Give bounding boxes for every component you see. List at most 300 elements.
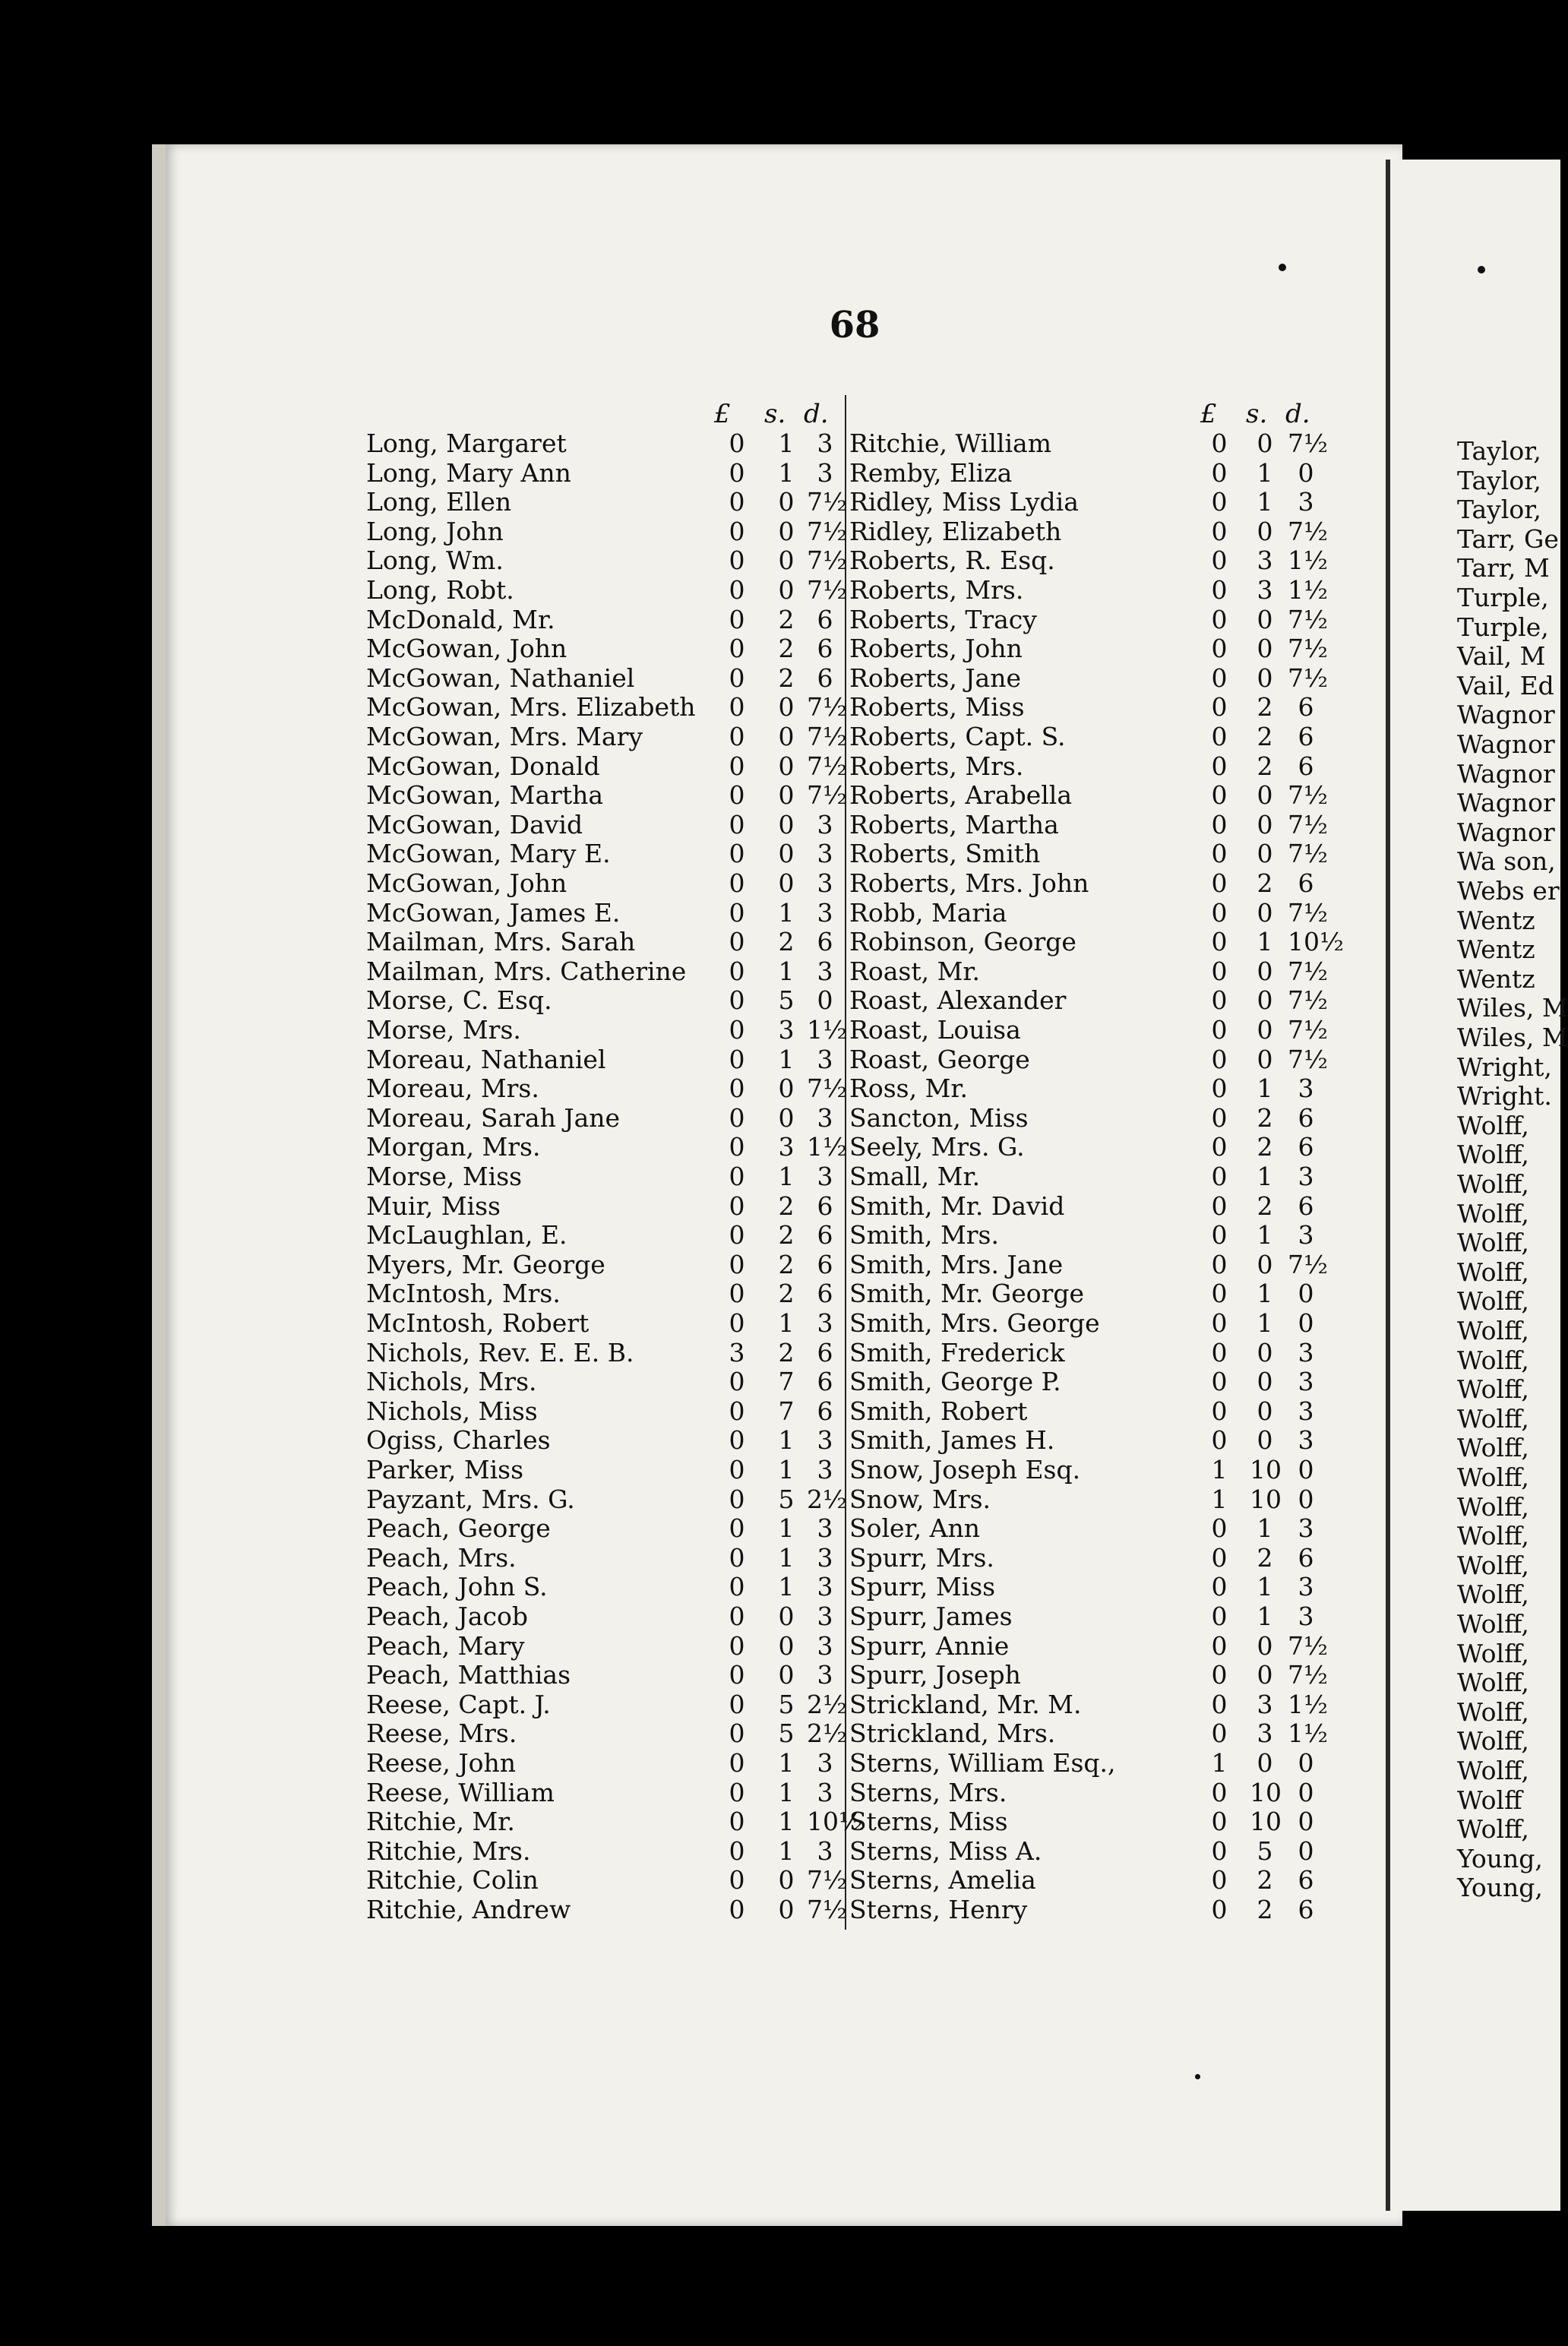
header-s: s. [1246,399,1268,429]
entry-pounds: 0 [729,839,745,869]
entry-shillings: 5 [778,1718,795,1749]
entry-pence: 7½ [1288,1249,1328,1279]
entry-shillings: 1 [778,1162,795,1191]
entry-pounds: 0 [1211,1073,1228,1104]
entry-pounds: 0 [729,662,745,693]
next-page-entry: Wolff, [1457,1814,1529,1845]
list-item [849,1485,1333,1514]
entry-name: Sterns, Henry [849,1895,1028,1924]
entry-pounds: 0 [1211,1308,1228,1338]
entry-pence: 6 [817,604,833,634]
list-item [366,1162,852,1191]
entry-pounds: 0 [1211,868,1228,898]
entry-pence: 3 [817,1162,833,1191]
entry-name: Peach, George [366,1513,551,1544]
entry-name: Reese, John [366,1748,516,1778]
list-item [849,1367,1333,1396]
entry-pounds: 0 [1211,1367,1228,1397]
entry-shillings: 1 [778,1425,795,1456]
entry-pence: 1½ [1288,1718,1328,1749]
entry-pence: 3 [817,1513,833,1544]
entry-pence: 3 [817,1044,833,1074]
entry-name: Smith, Mrs. Jane [849,1249,1064,1279]
entry-name: Roberts, Mrs. [849,751,1024,781]
entry-name: McGowan, David [366,809,583,839]
entry-name: Roast, George [849,1044,1030,1074]
entry-pounds: 0 [729,604,745,634]
next-page-entry: Wolff, [1457,1550,1529,1580]
entry-pence: 6 [1298,1542,1314,1573]
entry-name: Ritchie, William [849,428,1051,458]
next-page-entry: Taylor, [1457,495,1541,525]
entry-shillings: 0 [778,780,795,811]
entry-pence: 3 [1298,1337,1314,1367]
entry-pence: 6 [1298,1190,1314,1221]
entry-shillings: 2 [1257,868,1273,898]
entry-name: Long, Mary Ann [366,457,571,488]
entry-shillings: 1 [778,1807,795,1837]
next-page-entry: Wagnor [1457,817,1555,847]
entry-pounds: 0 [1211,839,1228,869]
list-item [849,1544,1333,1573]
list-item [849,1602,1333,1631]
entry-pence: 6 [817,927,833,957]
next-page-entry: Vail, M [1457,641,1546,672]
entry-pence: 6 [1298,722,1314,751]
entry-name: Reese, Capt. J. [366,1689,551,1719]
entry-shillings: 1 [1257,487,1273,517]
entry-pence: 3 [817,428,833,458]
list-item [849,1456,1333,1484]
header-s: s. [764,399,786,429]
entry-pounds: 0 [729,1102,745,1133]
entry-pounds: 0 [1211,1220,1228,1250]
entry-shillings: 3 [778,1015,795,1045]
ink-dot [1478,266,1485,273]
entry-name: Mailman, Mrs. Catherine [366,956,687,986]
next-page-entry: Wolff, [1457,1726,1529,1756]
entry-pounds: 0 [1211,1660,1228,1690]
list-item [849,459,1333,488]
entry-pounds: 0 [729,1689,745,1719]
entry-shillings: 3 [1257,545,1273,576]
entry-pence: 1½ [807,1015,847,1045]
ink-dot [1195,2074,1200,2079]
list-item [366,1749,852,1778]
entry-name: Roberts, Arabella [849,780,1073,811]
list-item [366,811,852,839]
entry-pence: 6 [1298,1132,1314,1162]
entry-pence: 0 [1298,1748,1314,1778]
entry-pence: 3 [817,897,833,928]
entry-name: Sterns, Miss [849,1807,1008,1837]
entry-shillings: 5 [778,985,795,1016]
next-page-entry: Wagnor [1457,729,1555,759]
entry-pounds: 0 [1211,575,1228,605]
entry-pence: 7½ [1288,428,1328,458]
entry-shillings: 0 [1257,1337,1273,1367]
list-item [366,1279,852,1308]
entry-pounds: 0 [1211,985,1228,1016]
entry-pounds: 0 [1211,1895,1228,1924]
entry-pounds: 0 [729,1542,745,1573]
entry-name: Nichols, Miss [366,1396,538,1426]
next-page-entry: Wolff, [1457,1462,1529,1492]
entry-shillings: 0 [1257,839,1273,869]
list-item [849,1250,1333,1279]
entry-pence: 7½ [1288,809,1328,839]
list-item [366,1104,852,1133]
entry-shillings: 1 [778,1748,795,1778]
entry-pounds: 0 [1211,780,1228,811]
entry-pence: 7½ [1288,1660,1328,1690]
list-item [366,1221,852,1250]
list-item [849,576,1333,605]
next-page-entry: Vail, Ed [1457,670,1554,700]
list-item [366,752,852,781]
entry-pounds: 0 [1211,897,1228,928]
entry-name: Roberts, Mrs. John [849,868,1089,898]
entry-name: Nichols, Rev. E. E. B. [366,1337,634,1367]
next-page-entry: Wagnor [1457,788,1555,818]
entry-pence: 2½ [807,1484,847,1514]
list-item [849,869,1333,898]
list-item [366,1074,852,1103]
entry-shillings: 0 [778,1102,795,1133]
list-item [849,839,1333,868]
entry-pounds: 0 [1211,1190,1228,1221]
list-item [849,986,1333,1015]
entry-pence: 3 [817,839,833,869]
entry-pence: 6 [817,1396,833,1426]
entry-name: McGowan, John [366,868,567,898]
entry-shillings: 0 [778,692,795,722]
entry-pence: 3 [1298,1162,1314,1191]
entry-shillings: 5 [778,1484,795,1514]
entry-shillings: 2 [1257,751,1273,781]
entry-shillings: 0 [1257,1015,1273,1045]
entry-name: Roberts, Tracy [849,604,1037,634]
entry-pence: 3 [1298,1513,1314,1544]
next-page-entry: Wolff, [1457,1228,1529,1258]
list-item [366,1661,852,1690]
entry-pounds: 0 [729,927,745,957]
entry-pence: 7½ [1288,839,1328,869]
entry-shillings: 5 [1257,1835,1273,1866]
entry-pence: 7½ [1288,897,1328,928]
entry-name: Ritchie, Mr. [366,1807,515,1837]
entry-name: McGowan, Nathaniel [366,662,635,693]
entry-pounds: 0 [729,1073,745,1104]
entry-pence: 7½ [807,780,847,811]
list-item [849,1514,1333,1543]
next-page-entry: Wolff, [1457,1756,1529,1785]
entry-shillings: 0 [778,868,795,898]
list-item [366,1632,852,1661]
next-page-entry: Wolff, [1457,1286,1529,1317]
entry-shillings: 2 [1257,1190,1273,1221]
entry-pounds: 0 [1211,1132,1228,1162]
next-page-entry: Turple, [1457,612,1549,642]
list-item [366,1514,852,1543]
entry-pounds: 0 [729,1396,745,1426]
entry-pounds: 0 [729,1660,745,1690]
entry-name: Myers, Mr. George [366,1249,605,1279]
list-item [366,576,852,605]
list-item [849,1661,1333,1690]
entry-pounds: 0 [1211,545,1228,576]
entry-pence: 7½ [807,575,847,605]
entry-shillings: 1 [778,1572,795,1602]
entry-pence: 7½ [807,545,847,576]
entry-shillings: 0 [778,1865,795,1895]
entry-pounds: 0 [1211,1162,1228,1191]
entry-pounds: 0 [729,457,745,488]
entry-name: Sancton, Miss [849,1102,1029,1133]
entry-shillings: 0 [1257,985,1273,1016]
entry-pounds: 0 [729,1279,745,1309]
entry-shillings: 0 [1257,516,1273,546]
entry-name: Roberts, Miss [849,692,1025,722]
entry-pence: 0 [1298,1308,1314,1338]
entry-shillings: 0 [778,809,795,839]
entry-pence: 7½ [1288,1015,1328,1045]
next-page-entry: Wolff, [1457,1345,1529,1375]
entry-shillings: 3 [1257,1718,1273,1749]
next-page-entry: Wolff, [1457,1579,1529,1610]
next-page-entry: Wa son, [1457,846,1556,877]
list-item [849,1807,1333,1836]
entry-name: McGowan, James E. [366,897,621,928]
entry-pounds: 0 [729,1718,745,1749]
entry-name: Smith, Mr. George [849,1279,1085,1309]
list-item [366,957,852,986]
next-page-entry: Young, [1457,1843,1543,1873]
list-item [366,429,852,458]
entry-shillings: 2 [1257,722,1273,751]
entry-pence: 10½ [807,1807,863,1837]
entry-shillings: 0 [778,1660,795,1690]
next-page-entry: Webs er [1457,876,1560,906]
entry-shillings: 0 [1257,1748,1273,1778]
entry-shillings: 2 [778,1279,795,1309]
entry-name: Ritchie, Colin [366,1865,539,1895]
list-item [849,1837,1333,1866]
entry-pence: 3 [817,1308,833,1338]
entry-pounds: 1 [1211,1455,1228,1484]
entry-name: Moreau, Mrs. [366,1073,539,1104]
entry-pounds: 0 [1211,1279,1228,1309]
list-item [849,1133,1333,1162]
entry-shillings: 1 [778,1513,795,1544]
entry-pence: 3 [817,1777,833,1807]
entry-pounds: 0 [729,1162,745,1191]
list-item [366,488,852,517]
entry-shillings: 2 [1257,1542,1273,1573]
entry-name: Moreau, Sarah Jane [366,1102,621,1133]
entry-shillings: 7 [778,1367,795,1397]
list-item [366,1690,852,1719]
entry-shillings: 2 [778,662,795,693]
entry-pence: 3 [817,956,833,986]
entry-pounds: 0 [729,722,745,751]
entry-name: McIntosh, Robert [366,1308,590,1338]
header-l: £ [1200,399,1217,429]
entry-shillings: 1 [778,1455,795,1484]
entry-name: Smith, Mr. David [849,1190,1065,1221]
entry-name: Smith, Mrs. [849,1220,999,1250]
entry-pounds: 0 [1211,1425,1228,1456]
entry-name: Morgan, Mrs. [366,1132,541,1162]
entry-pence: 3 [1298,1572,1314,1602]
entry-pence: 7½ [1288,1044,1328,1074]
list-item [849,1104,1333,1133]
list-item [366,1397,852,1426]
entry-pence: 6 [817,1249,833,1279]
entry-pence: 7½ [1288,634,1328,664]
entry-pence: 0 [1298,1777,1314,1807]
list-item [366,1309,852,1338]
next-page-entry: Wolff, [1457,1638,1529,1668]
next-page-entry: Wolff, [1457,1140,1529,1170]
next-page-entry: Wolff, [1457,1696,1529,1727]
entry-name: Spurr, James [849,1601,1013,1631]
entry-name: Long, Robt. [366,575,514,605]
entry-shillings: 10 [1250,1807,1282,1837]
entry-pence: 0 [1298,457,1314,488]
entry-name: Spurr, Annie [849,1630,1010,1661]
entry-pounds: 0 [1211,751,1228,781]
list-item [366,546,852,575]
list-item [366,1045,852,1074]
entry-pounds: 0 [1211,1249,1228,1279]
list-item [849,664,1333,693]
header-d: d. [1285,399,1310,429]
entry-shillings: 2 [778,1190,795,1221]
entry-pounds: 0 [729,428,745,458]
entry-pence: 7½ [1288,604,1328,634]
list-item [366,1837,852,1866]
entry-shillings: 1 [1257,1308,1273,1338]
entry-shillings: 2 [778,1249,795,1279]
entry-name: Moreau, Nathaniel [366,1044,606,1074]
entry-pounds: 0 [729,1484,745,1514]
entry-pounds: 0 [1211,1777,1228,1807]
next-page-entry: Wolff, [1457,1433,1529,1463]
entry-shillings: 10 [1250,1455,1282,1484]
entry-pounds: 0 [1211,1542,1228,1573]
entry-name: Roberts, Smith [849,839,1041,869]
entry-name: Peach, Matthias [366,1660,571,1690]
entry-name: Snow, Mrs. [849,1484,991,1514]
entry-name: Morse, Miss [366,1162,523,1191]
list-item [849,1895,1333,1924]
entry-pence: 6 [817,662,833,693]
entry-pounds: 1 [1211,1484,1228,1514]
entry-name: Strickland, Mr. M. [849,1689,1082,1719]
entry-pence: 7½ [807,751,847,781]
entry-pence: 3 [817,1660,833,1690]
entry-shillings: 1 [778,1542,795,1573]
entry-pence: 6 [1298,1865,1314,1895]
entry-pence: 2½ [807,1689,847,1719]
entry-pence: 6 [1298,751,1314,781]
entry-pounds: 0 [729,1015,745,1045]
next-page-entry: Wolff, [1457,1316,1529,1345]
list-item [849,1045,1333,1074]
entry-pounds: 0 [1211,1015,1228,1045]
entry-name: Roast, Alexander [849,985,1067,1016]
entry-pence: 3 [817,1835,833,1866]
entry-pounds: 0 [729,487,745,517]
next-page-entry: Turple, [1457,583,1549,612]
entry-name: Small, Mr. [849,1162,981,1191]
next-page-entry: Wentz [1457,905,1535,935]
entry-pence: 6 [1298,1102,1314,1133]
entry-name: Robb, Maria [849,897,1007,928]
entry-shillings: 0 [1257,780,1273,811]
entry-name: Roberts, R. Esq. [849,545,1055,576]
list-item [849,517,1333,546]
entry-name: Spurr, Mrs. [849,1542,994,1573]
entry-shillings: 0 [1257,1249,1273,1279]
entry-shillings: 2 [778,927,795,957]
entry-pounds: 0 [729,780,745,811]
entry-shillings: 1 [778,897,795,928]
entry-shillings: 1 [1257,1279,1273,1309]
list-item [849,1309,1333,1338]
entry-pounds: 0 [1211,1396,1228,1426]
entry-name: Roberts, John [849,634,1023,664]
entry-shillings: 0 [778,1601,795,1631]
list-item [366,1895,852,1924]
entry-name: Long, Margaret [366,428,567,458]
entry-pounds: 0 [729,1572,745,1602]
list-item [849,899,1333,928]
entry-name: Long, John [366,516,504,546]
list-item [849,693,1333,722]
entry-pence: 7½ [807,516,847,546]
next-page-entry: Wolff, [1457,1374,1529,1405]
list-item [849,429,1333,458]
entry-name: Roberts, Jane [849,662,1022,693]
entry-pounds: 0 [729,1308,745,1338]
entry-shillings: 10 [1250,1484,1282,1514]
entry-pence: 7½ [807,722,847,751]
entry-pounds: 0 [729,1807,745,1837]
entry-pence: 6 [817,1337,833,1367]
entry-name: Sterns, William Esq., [849,1748,1116,1778]
entry-shillings: 0 [1257,662,1273,693]
entry-pence: 1½ [1288,1689,1328,1719]
entry-name: Muir, Miss [366,1190,501,1221]
entry-shillings: 0 [1257,897,1273,928]
next-page-entry: Wright. [1457,1081,1552,1111]
list-item [366,1573,852,1601]
entry-shillings: 0 [1257,1425,1273,1456]
entry-name: Parker, Miss [366,1455,524,1484]
entry-pounds: 0 [1211,1572,1228,1602]
entry-pence: 3 [1298,487,1314,517]
entry-pounds: 0 [729,1455,745,1484]
entry-pounds: 0 [729,809,745,839]
entry-pence: 3 [817,1601,833,1631]
entry-pounds: 0 [1211,1102,1228,1133]
list-item [849,488,1333,517]
entry-name: Ritchie, Mrs. [366,1835,531,1866]
entry-shillings: 1 [778,1308,795,1338]
entry-pounds: 0 [729,1630,745,1661]
